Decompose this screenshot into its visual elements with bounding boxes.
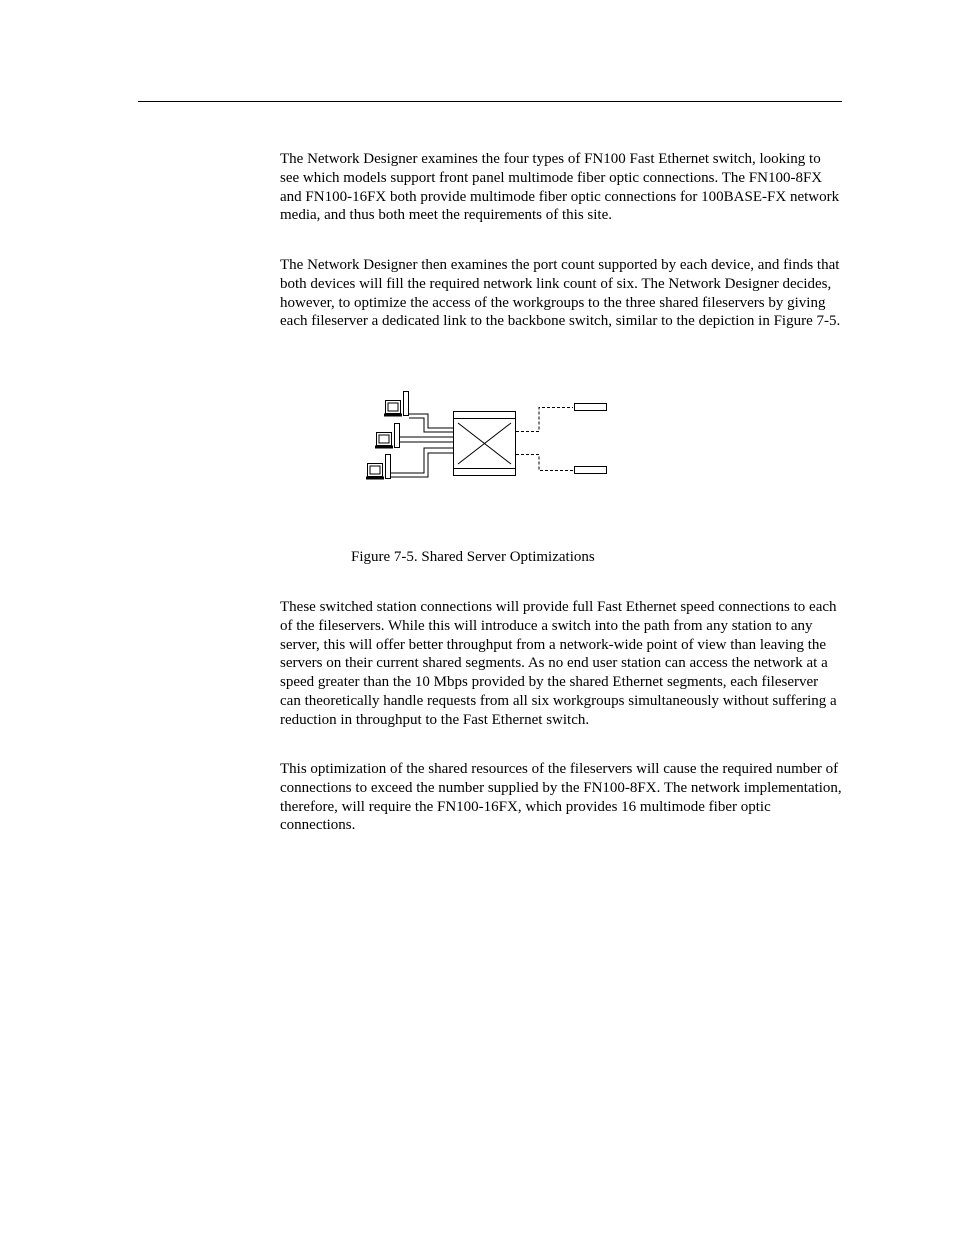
paragraph-1: The Network Designer examines the four types of FN100 Fast Ethernet switch, looking to see which models support front panel multimode fiber optic connections. The FN100-8FX and FN100-16FX both provide multimode fiber optic connections for 100BASE-FX network media, and thus both meet the requirements of this site. xyxy=(280,151,840,224)
paragraph-3: These switched station connections will provide full Fast Ethernet speed connections to each of the fileservers. While this will introduce a switch into the path from any station to any server, this will offer better throughput from a network-wide point of view than leaving the servers on their current shared segments. As no end user station can access the network at a speed greater than the 10 Mbps provided by the shared Ethernet segments, each fileserver can theoretically handle requests from all six workgroups simultaneously without suffering a reduction in throughput to the Fast Ethernet switch. xyxy=(280,599,837,728)
workstation-icon xyxy=(376,424,400,449)
server-icon xyxy=(575,404,607,411)
workstation-icon xyxy=(367,455,391,480)
figure-7-5 xyxy=(360,388,620,488)
paragraph-2: The Network Designer then examines the port count supported by each device, and finds that both devices will fill the required network link count of six. The Network Designer decides, however, to optimize the access of the workgroups to the three shared fileservers by giving each fileserver a dedicated link to the backbone switch, similar to the depiction in Figure 7-5. xyxy=(280,257,841,330)
paragraph-4: This optimization of the shared resources of the fileservers will cause the required number of connections to exceed the number supplied by the FN100-8FX. The network implementation, therefore, will require the FN100-16FX, which provides 16 multimode fiber optic connections. xyxy=(280,761,842,834)
switch-icon xyxy=(454,412,516,476)
header-rule xyxy=(138,101,842,102)
figure-caption: Figure 7-5. Shared Server Optimizations xyxy=(351,549,595,565)
workstation-icon xyxy=(385,392,409,417)
server-icon xyxy=(575,467,607,474)
network-diagram xyxy=(360,388,620,488)
